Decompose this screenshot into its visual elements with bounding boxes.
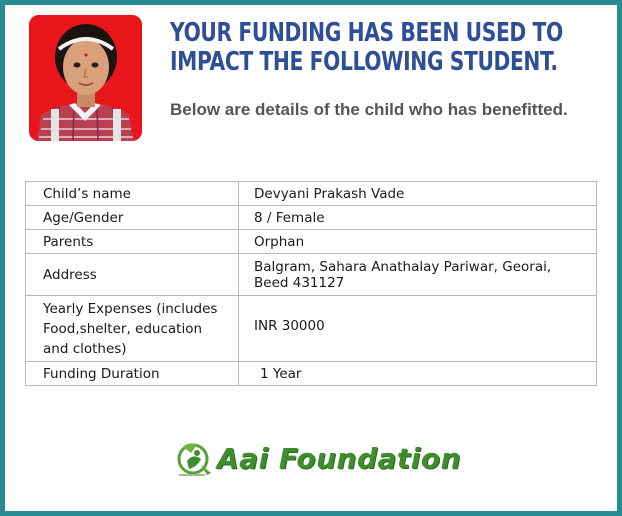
row-value-address: Balgram, Sahara Anathalay Pariwar, Georai, Beed 431127 bbox=[239, 254, 597, 296]
student-photo bbox=[29, 15, 142, 141]
row-label-yearly-expenses: Yearly Expenses (includes Food,shelter, education and clothes) bbox=[26, 296, 239, 362]
row-value-yearly-expenses: INR 30000 bbox=[239, 296, 597, 362]
student-details-table bbox=[25, 181, 597, 386]
page-subheading: Below are details of the child who has benefitted. bbox=[170, 100, 568, 119]
row-value-parents: Orphan bbox=[239, 230, 597, 254]
row-label-funding-duration: Funding Duration bbox=[26, 362, 239, 386]
student-portrait-image bbox=[29, 15, 142, 141]
table-row bbox=[26, 254, 597, 296]
row-value-age-gender: 8 / Female bbox=[239, 206, 597, 230]
page-headline: YOUR FUNDING HAS BEEN USED TO IMPACT THE FOLLOWING STUDENT. bbox=[170, 18, 563, 77]
aai-foundation-logo-text: Aai Foundation bbox=[217, 442, 462, 475]
table-row bbox=[26, 230, 597, 254]
row-label-childs-name: Child’s name bbox=[26, 182, 239, 206]
row-value-childs-name: Devyani Prakash Vade bbox=[239, 182, 597, 206]
table-row bbox=[26, 182, 597, 206]
table-row bbox=[26, 362, 597, 386]
row-label-parents: Parents bbox=[26, 230, 239, 254]
aai-foundation-logo-icon bbox=[177, 439, 215, 479]
table-row bbox=[26, 206, 597, 230]
aai-foundation-logo bbox=[177, 437, 462, 482]
row-label-age-gender: Age/Gender bbox=[26, 206, 239, 230]
table-row bbox=[26, 296, 597, 362]
row-label-address: Address bbox=[26, 254, 239, 296]
row-value-funding-duration: 1 Year bbox=[239, 362, 597, 386]
